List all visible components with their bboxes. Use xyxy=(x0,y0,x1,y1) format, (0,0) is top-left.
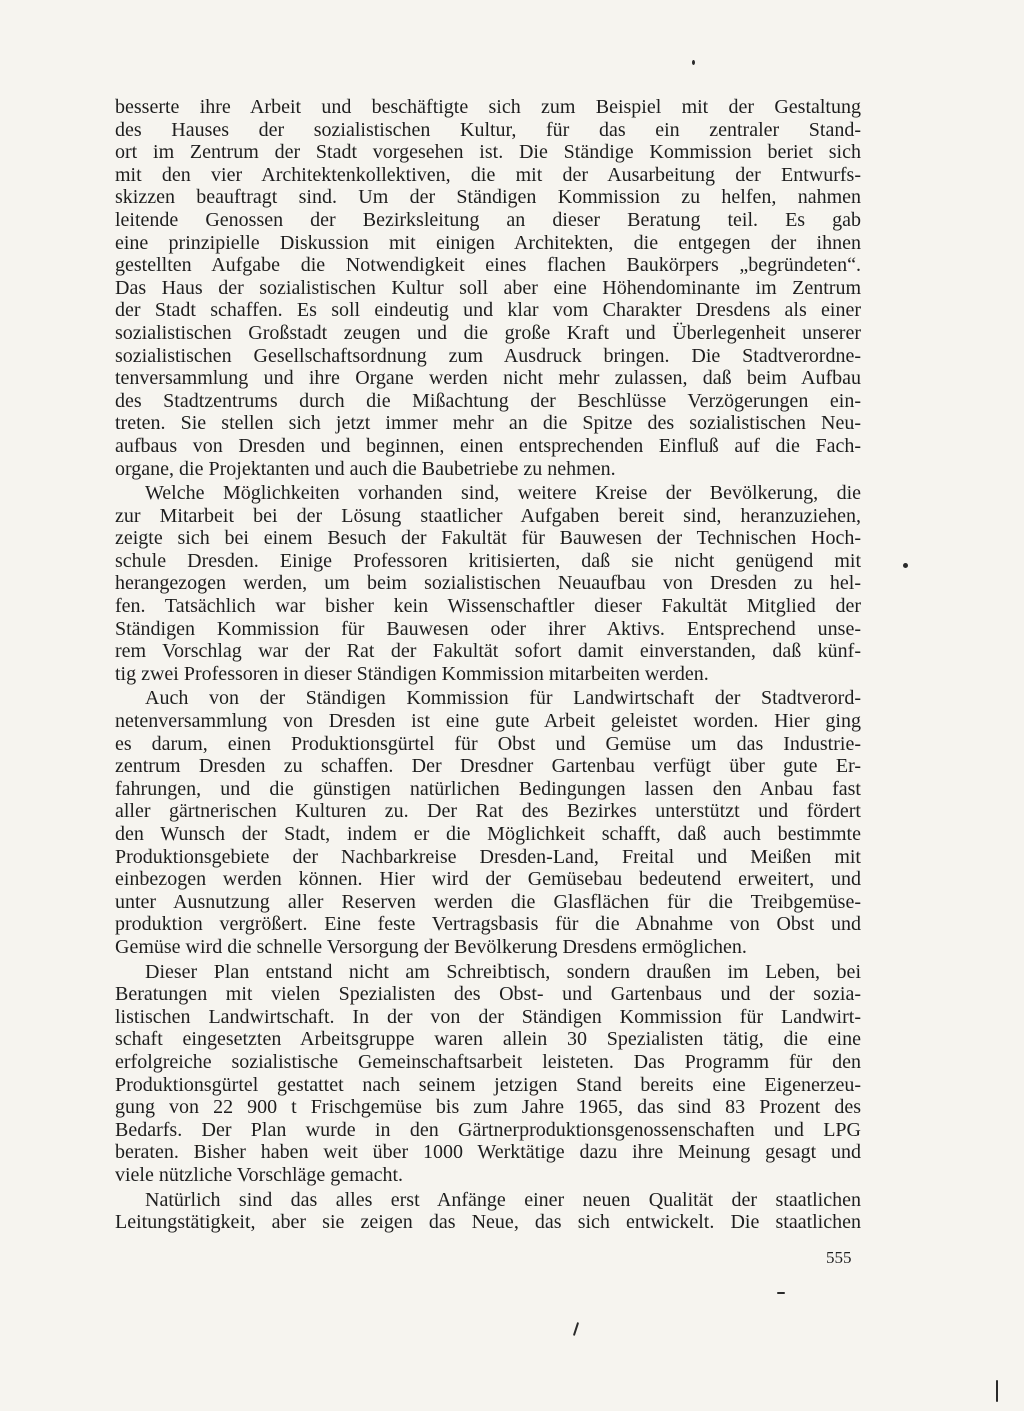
paragraph xyxy=(115,482,861,685)
text-line: des Stadtzentrums durch die Mißachtung der Beschlüsse Verzögerungen ein- xyxy=(115,389,861,412)
text-line: aller gärtnerischen Kulturen zu. Der Rat des Bezirkes unterstützt und fördert xyxy=(115,800,861,823)
text-line: Produktionsgürtel gestattet nach seinem jetzigen Stand bereits eine Eigenerzeu- xyxy=(115,1073,861,1096)
paragraph xyxy=(115,96,861,480)
text-line: Bedarfs. Der Plan wurde in den Gärtnerproduktionsgenossenschaften und LPG xyxy=(115,1118,861,1141)
text-line: leitende Genossen der Bezirksleitung an dieser Beratung teil. Es gab xyxy=(115,208,861,231)
text-line: sozialistischen Gesellschaftsordnung zum Ausdruck bringen. Die Stadtverordne- xyxy=(115,344,861,367)
text-line: gestellten Aufgabe die Notwendigkeit eines flachen Baukörpers „begründeten“. xyxy=(115,254,861,277)
text-line: sozialistischen Großstadt zeugen und die große Kraft und Überlegenheit unserer xyxy=(115,321,861,344)
text-line: besserte ihre Arbeit und beschäftigte sich zum Beispiel mit der Gestaltung xyxy=(115,96,861,118)
text-line: Auch von der Ständigen Kommission für Landwirtschaft der Stadtverord- xyxy=(145,687,861,710)
text-line: des Hauses der sozialistischen Kultur, für das ein zentraler Stand- xyxy=(115,118,861,141)
scan-speck xyxy=(777,1292,785,1294)
text-line: schaft eingesetzten Arbeitsgruppe waren allein 30 Spezialisten tätig, die eine xyxy=(115,1028,861,1051)
text-line: den Wunsch der Stadt, indem er die Möglichkeit schafft, daß auch bestimmte xyxy=(115,823,861,845)
scan-speck xyxy=(692,60,695,65)
text-line: zentrum Dresden zu schaffen. Der Dresdner Gartenbau verfügt über gute Er- xyxy=(115,755,861,778)
text-line: fen. Tatsächlich war bisher kein Wissenschaftler dieser Fakultät Mitglied der xyxy=(115,595,861,618)
text-line: rem Vorschlag war der Rat der Fakultät sofort damit einverstanden, daß künf- xyxy=(115,640,861,663)
text-line: Gemüse wird die schnelle Versorgung der Bevölkerung Dresdens ermöglichen. xyxy=(115,935,747,958)
text-line: treten. Sie stellen sich jetzt immer mehr an die Spitze des sozialistischen Neu- xyxy=(115,412,861,435)
text-line: Produktionsgebiete der Nachbarkreise Dresden-Land, Freital und Meißen mit xyxy=(115,845,861,868)
scan-speck xyxy=(996,1380,998,1402)
text-line: ort im Zentrum der Stadt vorgesehen ist. Die Ständige Kommission beriet sich xyxy=(115,141,861,164)
text-line: Natürlich sind das alles erst Anfänge einer neuen Qualität der staatlichen xyxy=(145,1188,861,1211)
text-line: fahrungen, und die günstigen natürlichen Bedingungen lassen den Anbau fast xyxy=(115,777,861,800)
paragraph xyxy=(115,1189,861,1234)
text-line: gung von 22 900 t Frischgemüse bis zum Jahre 1965, das sind 83 Prozent des xyxy=(115,1096,861,1119)
text-line: einbezogen werden können. Hier wird der Gemüsebau bedeutend erweitert, und xyxy=(115,868,861,891)
text-line: aufbaus von Dresden und beginnen, einen entsprechenden Einfluß auf die Fach- xyxy=(115,434,861,457)
text-line: organe, die Projektanten und auch die Baubetriebe zu nehmen. xyxy=(115,457,616,480)
text-column xyxy=(115,96,861,1234)
text-line: herangezogen werden, um beim sozialistischen Neuaufbau von Dresden zu hel- xyxy=(115,572,861,595)
text-line: Ständigen Kommission für Bauwesen oder ihrer Aktivs. Entsprechend unse- xyxy=(115,617,861,640)
text-line: Dieser Plan entstand nicht am Schreibtisch, sondern draußen im Leben, bei xyxy=(145,960,861,983)
text-line: netenversammlung von Dresden ist eine gute Arbeit geleistet worden. Hier ging xyxy=(115,710,861,733)
text-line: erfolgreiche sozialistische Gemeinschaftsarbeit leisteten. Das Programm für den xyxy=(115,1050,861,1073)
text-line: zeigte sich bei einem Besuch der Fakultät für Bauwesen der Technischen Hoch- xyxy=(115,527,861,550)
text-line: mit den vier Architektenkollektiven, die mit der Ausarbeitung der Entwurfs- xyxy=(115,163,861,186)
text-line: skizzen beauftragt sind. Um der Ständigen Kommission zu helfen, nahmen xyxy=(115,186,861,209)
text-line: eine prinzipielle Diskussion mit einigen Architekten, die entgegen der ihnen xyxy=(115,231,861,254)
page-number: 555 xyxy=(826,1248,852,1267)
text-line: der Stadt schaffen. Es soll eindeutig und klar vom Charakter Dresdens als einer xyxy=(115,299,861,322)
text-line: Leitungstätigkeit, aber sie zeigen das Neue, das sich entwickelt. Die staatlichen xyxy=(115,1211,861,1234)
text-line: listischen Landwirtschaft. In der von der Ständigen Kommission für Landwirt- xyxy=(115,1005,861,1028)
paragraph xyxy=(115,961,861,1187)
text-line: beraten. Bisher haben weit über 1000 Werktätige dazu ihre Meinung gesagt und xyxy=(115,1141,861,1164)
scan-speck xyxy=(573,1322,579,1336)
text-line: unter Ausnutzung aller Reserven werden die Glasflächen für die Treibgemüse- xyxy=(115,890,861,913)
text-line: produktion vergrößert. Eine feste Vertragsbasis für die Abnahme von Obst und xyxy=(115,913,861,936)
text-line: zur Mitarbeit bei der Lösung staatlicher Aufgaben bereit sind, heranzuziehen, xyxy=(115,504,861,527)
text-line: viele nützliche Vorschläge gemacht. xyxy=(115,1163,404,1186)
scan-speck xyxy=(903,563,908,568)
text-line: es darum, einen Produktionsgürtel für Obst und Gemüse um das Industrie- xyxy=(115,732,861,755)
text-line: tenversammlung und ihre Organe werden nicht mehr zulassen, daß beim Aufbau xyxy=(115,367,861,390)
text-line: Das Haus der sozialistischen Kultur soll aber eine Höhendominante im Zentrum xyxy=(115,276,861,299)
text-line: Beratungen mit vielen Spezialisten des Obst- und Gartenbaus und der sozia- xyxy=(115,983,861,1006)
paragraph xyxy=(115,687,861,958)
text-line: tig zwei Professoren in dieser Ständigen Kommission mitarbeiten werden. xyxy=(115,662,709,685)
text-line: schule Dresden. Einige Professoren kritisierten, daß sie nicht genügend mit xyxy=(115,549,861,572)
text-line: Welche Möglichkeiten vorhanden sind, weitere Kreise der Bevölkerung, die xyxy=(145,482,861,505)
